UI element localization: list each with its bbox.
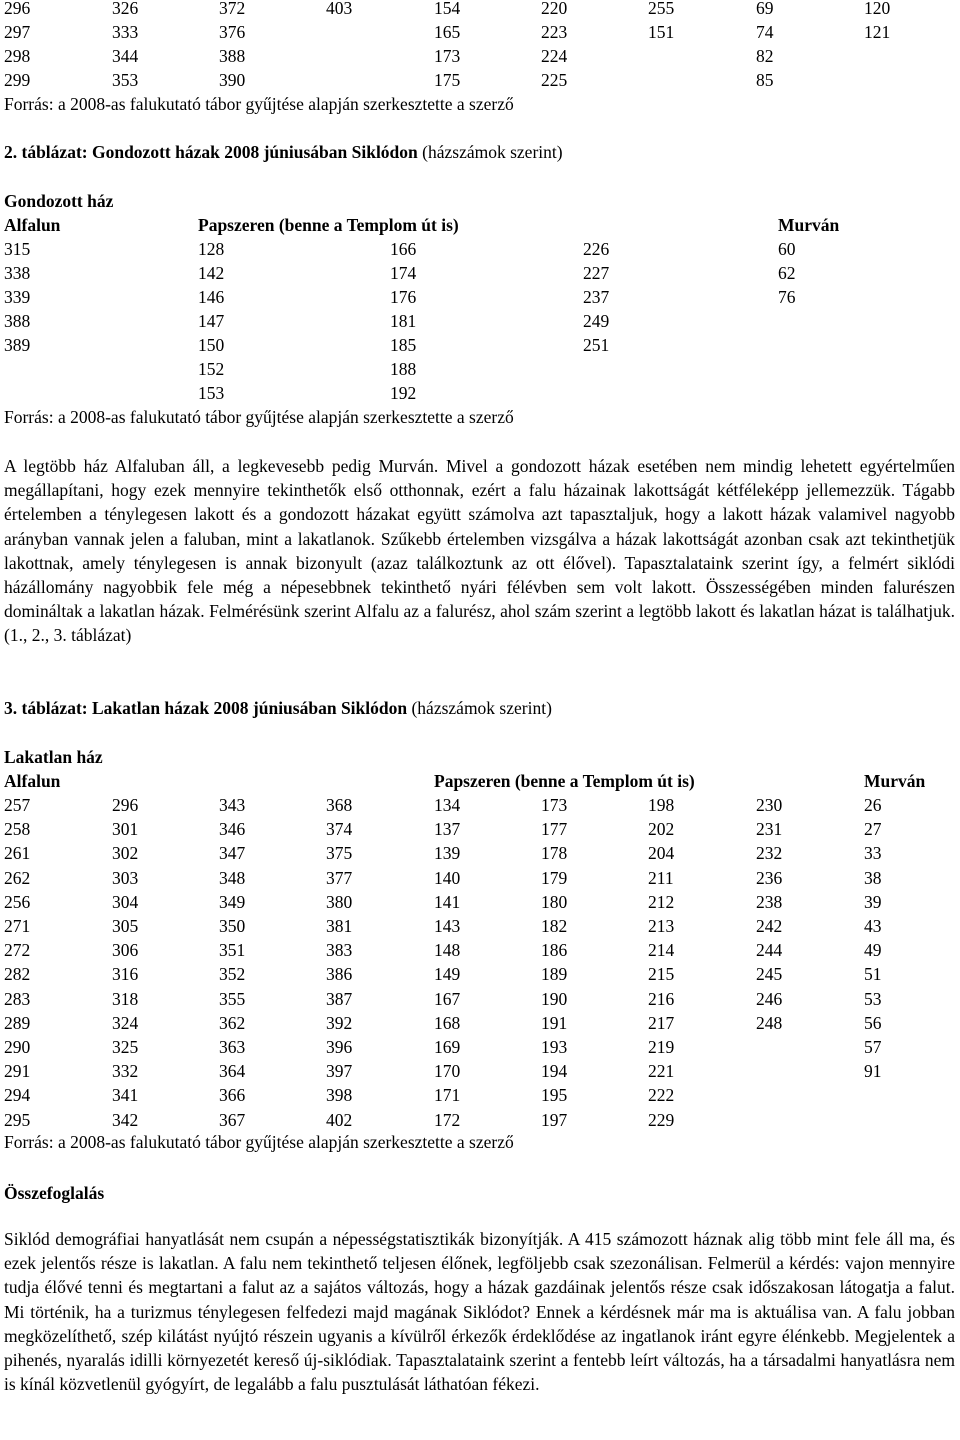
table-cell: 182 bbox=[541, 916, 568, 936]
table-cell: 372 bbox=[219, 0, 246, 18]
group-papszeren: Papszeren (benne a Templom út is) bbox=[434, 771, 695, 791]
table-cell: 223 bbox=[541, 22, 568, 42]
table-row bbox=[0, 1060, 960, 1082]
table-cell: 305 bbox=[112, 916, 139, 936]
table-cell: 128 bbox=[198, 239, 225, 259]
table-row bbox=[0, 1036, 960, 1058]
table-cell: 74 bbox=[756, 22, 774, 42]
table-cell: 255 bbox=[648, 0, 675, 18]
table-cell: 214 bbox=[648, 940, 675, 961]
table-cell: 169 bbox=[434, 1037, 461, 1057]
table-cell: 190 bbox=[541, 988, 568, 1009]
table-cell: 229 bbox=[648, 1109, 675, 1130]
table-cell: 181 bbox=[390, 311, 417, 331]
table-cell: 352 bbox=[219, 964, 246, 985]
table-cell: 377 bbox=[326, 867, 353, 888]
table-cell: 302 bbox=[112, 843, 139, 864]
table-row bbox=[0, 334, 960, 356]
table-cell: 341 bbox=[112, 1085, 139, 1106]
table-cell: 344 bbox=[112, 46, 139, 66]
table-cell: 180 bbox=[541, 891, 568, 912]
table-cell: 246 bbox=[756, 988, 783, 1009]
table-row bbox=[0, 262, 960, 284]
table-cell: 151 bbox=[648, 22, 675, 42]
table-cell: 137 bbox=[434, 819, 461, 840]
group-alfalu: Alfalun bbox=[4, 215, 61, 235]
table-cell: 173 bbox=[541, 795, 568, 815]
table-cell: 389 bbox=[4, 335, 31, 355]
table-cell: 402 bbox=[326, 1109, 353, 1130]
table-cell: 198 bbox=[648, 795, 675, 815]
table-cell: 222 bbox=[648, 1085, 675, 1106]
table-cell: 195 bbox=[541, 1085, 568, 1106]
table-cell: 236 bbox=[756, 867, 783, 888]
table-heading: Lakatlan ház bbox=[4, 747, 103, 767]
table-cell: 170 bbox=[434, 1061, 461, 1082]
table-cell: 185 bbox=[390, 335, 417, 355]
group-alfalu: Alfalun bbox=[4, 771, 61, 791]
table-cell: 176 bbox=[390, 287, 417, 307]
table-cell: 219 bbox=[648, 1037, 675, 1057]
table-cell: 348 bbox=[219, 867, 246, 888]
table-cell: 364 bbox=[219, 1061, 246, 1082]
table-cell: 224 bbox=[541, 46, 568, 66]
table-row bbox=[0, 1109, 960, 1131]
table-cell: 165 bbox=[434, 22, 461, 42]
table-group-header bbox=[0, 214, 960, 236]
table-cell: 53 bbox=[864, 988, 882, 1009]
table-cell: 238 bbox=[756, 891, 783, 912]
table-cell: 232 bbox=[756, 843, 783, 864]
table-cell: 396 bbox=[326, 1037, 353, 1057]
table-cell: 121 bbox=[864, 22, 891, 42]
table-cell: 69 bbox=[756, 0, 774, 18]
table-cell: 283 bbox=[4, 988, 31, 1009]
table-cell: 174 bbox=[390, 263, 417, 283]
table-cell: 140 bbox=[434, 867, 461, 888]
table-cell: 141 bbox=[434, 891, 461, 912]
table-cell: 376 bbox=[219, 22, 246, 42]
table-cell: 326 bbox=[112, 0, 139, 18]
table-cell: 49 bbox=[864, 940, 882, 961]
table-cell: 179 bbox=[541, 867, 568, 888]
table-cell: 43 bbox=[864, 916, 882, 936]
table-cell: 301 bbox=[112, 819, 139, 840]
table-cell: 152 bbox=[198, 359, 225, 379]
table-cell: 192 bbox=[390, 383, 417, 403]
table-cell: 189 bbox=[541, 964, 568, 985]
table-cell: 299 bbox=[4, 70, 31, 90]
table-row bbox=[0, 1012, 960, 1034]
table-cell: 188 bbox=[390, 359, 417, 379]
table-cell: 221 bbox=[648, 1061, 675, 1082]
table-cell: 56 bbox=[864, 1012, 882, 1033]
table-cell: 142 bbox=[198, 263, 225, 283]
table-cell: 346 bbox=[219, 819, 246, 840]
table-cell: 211 bbox=[648, 867, 674, 888]
table-cell: 146 bbox=[198, 287, 225, 307]
table-cell: 296 bbox=[4, 0, 31, 18]
body-paragraph bbox=[4, 454, 955, 648]
table-cell: 303 bbox=[112, 867, 139, 888]
table-cell: 390 bbox=[219, 70, 246, 90]
table-cell: 392 bbox=[326, 1012, 353, 1033]
table-row bbox=[0, 238, 960, 260]
table-cell: 217 bbox=[648, 1012, 675, 1033]
table-cell: 173 bbox=[434, 46, 461, 66]
table-group-header bbox=[0, 770, 960, 792]
table-cell: 191 bbox=[541, 1012, 568, 1033]
table-cell: 244 bbox=[756, 940, 783, 961]
table-cell: 271 bbox=[4, 916, 31, 936]
table-row bbox=[0, 358, 960, 380]
table-cell: 374 bbox=[326, 819, 353, 840]
table-title-bold: 2. táblázat: Gondozott házak 2008 júniusában Siklódon bbox=[4, 142, 418, 162]
table-cell: 362 bbox=[219, 1012, 246, 1033]
table-cell: 315 bbox=[4, 239, 31, 259]
table-cell: 147 bbox=[198, 311, 225, 331]
table-cell: 249 bbox=[583, 311, 610, 331]
table-cell: 363 bbox=[219, 1037, 246, 1057]
table-cell: 230 bbox=[756, 795, 783, 815]
table-cell: 248 bbox=[756, 1012, 783, 1033]
group-murvan: Murván bbox=[778, 215, 840, 235]
table-row bbox=[0, 45, 960, 67]
table-cell: 154 bbox=[434, 0, 461, 18]
table-cell: 215 bbox=[648, 964, 675, 985]
table-cell: 213 bbox=[648, 916, 675, 936]
table-cell: 82 bbox=[756, 46, 774, 66]
table-cell: 294 bbox=[4, 1085, 31, 1106]
table-cell: 351 bbox=[219, 940, 246, 961]
table-cell: 237 bbox=[583, 287, 610, 307]
table-cell: 355 bbox=[219, 988, 246, 1009]
table-cell: 177 bbox=[541, 819, 568, 840]
table-cell: 134 bbox=[434, 795, 461, 815]
table-title-bold: 3. táblázat: Lakatlan házak 2008 júniusában Siklódon bbox=[4, 698, 408, 718]
table-cell: 193 bbox=[541, 1037, 568, 1057]
table-cell: 171 bbox=[434, 1085, 461, 1106]
table-cell: 296 bbox=[112, 795, 139, 815]
table-cell: 242 bbox=[756, 916, 783, 936]
table-title bbox=[4, 697, 552, 719]
table-cell: 220 bbox=[541, 0, 568, 18]
table-cell: 297 bbox=[4, 22, 31, 42]
table-cell: 226 bbox=[583, 239, 610, 259]
table-row bbox=[0, 939, 960, 961]
table-source: Forrás: a 2008-as falukutató tábor gyűjtése alapján szerkesztette a szerző bbox=[4, 94, 514, 114]
table-cell: 33 bbox=[864, 843, 882, 864]
table-cell: 251 bbox=[583, 335, 610, 355]
table-cell: 39 bbox=[864, 891, 882, 912]
table-cell: 149 bbox=[434, 964, 461, 985]
table-cell: 150 bbox=[198, 335, 225, 355]
table-cell: 178 bbox=[541, 843, 568, 864]
table-cell: 194 bbox=[541, 1061, 568, 1082]
table-row bbox=[0, 794, 960, 816]
table-row bbox=[0, 818, 960, 840]
table-cell: 262 bbox=[4, 867, 31, 888]
table-cell: 353 bbox=[112, 70, 139, 90]
table-cell: 261 bbox=[4, 843, 31, 864]
table-row bbox=[0, 842, 960, 864]
table-row bbox=[0, 0, 960, 19]
table-cell: 338 bbox=[4, 263, 31, 283]
table-cell: 26 bbox=[864, 795, 882, 815]
table-source: Forrás: a 2008-as falukutató tábor gyűjtése alapján szerkesztette a szerző bbox=[4, 407, 514, 427]
table-cell: 60 bbox=[778, 239, 796, 259]
table-cell: 172 bbox=[434, 1109, 461, 1130]
table-cell: 304 bbox=[112, 891, 139, 912]
table-row bbox=[0, 382, 960, 404]
table-cell: 166 bbox=[390, 239, 417, 259]
table-cell: 381 bbox=[326, 916, 353, 936]
table-cell: 290 bbox=[4, 1037, 31, 1057]
table-cell: 51 bbox=[864, 964, 882, 985]
table-row bbox=[0, 867, 960, 889]
table-cell: 316 bbox=[112, 964, 139, 985]
table-cell: 186 bbox=[541, 940, 568, 961]
table-cell: 333 bbox=[112, 22, 139, 42]
table-cell: 342 bbox=[112, 1109, 139, 1130]
table-title-rest: (házszámok szerint) bbox=[411, 698, 552, 718]
table-cell: 387 bbox=[326, 988, 353, 1009]
table-row bbox=[0, 963, 960, 985]
table-cell: 148 bbox=[434, 940, 461, 961]
table-cell: 291 bbox=[4, 1061, 31, 1082]
table-row bbox=[0, 988, 960, 1010]
table-cell: 168 bbox=[434, 1012, 461, 1033]
table-cell: 282 bbox=[4, 964, 31, 985]
table-title-rest: (házszámok szerint) bbox=[422, 142, 563, 162]
table-cell: 339 bbox=[4, 287, 31, 307]
group-papszeren: Papszeren (benne a Templom út is) bbox=[198, 215, 459, 235]
table-cell: 386 bbox=[326, 964, 353, 985]
table-cell: 349 bbox=[219, 891, 246, 912]
table-cell: 143 bbox=[434, 916, 461, 936]
table-cell: 368 bbox=[326, 795, 353, 815]
table-cell: 257 bbox=[4, 795, 31, 815]
table-cell: 380 bbox=[326, 891, 353, 912]
table-cell: 227 bbox=[583, 263, 610, 283]
table-cell: 62 bbox=[778, 263, 796, 283]
table-cell: 120 bbox=[864, 0, 891, 18]
table-cell: 350 bbox=[219, 916, 246, 936]
table-cell: 216 bbox=[648, 988, 675, 1009]
table-row bbox=[0, 891, 960, 913]
table-cell: 153 bbox=[198, 383, 225, 403]
table-cell: 38 bbox=[864, 867, 882, 888]
table-cell: 306 bbox=[112, 940, 139, 961]
table-row bbox=[0, 310, 960, 332]
table-cell: 212 bbox=[648, 891, 675, 912]
table-cell: 197 bbox=[541, 1109, 568, 1130]
table-cell: 403 bbox=[326, 0, 353, 18]
summary-paragraph bbox=[4, 1227, 955, 1396]
table-cell: 388 bbox=[219, 46, 246, 66]
table-cell: 383 bbox=[326, 940, 353, 961]
table-cell: 318 bbox=[112, 988, 139, 1009]
table-row bbox=[0, 21, 960, 43]
table-cell: 225 bbox=[541, 70, 568, 90]
table-cell: 397 bbox=[326, 1061, 353, 1082]
table-cell: 91 bbox=[864, 1061, 882, 1082]
paragraph-text: Siklód demográfiai hanyatlását nem csupán a népességstatisztikák bizonyítják. A 415 számozott háznak alig több mint fele áll ma, és ezek jelentős része is lakatlan. A falu nem tekinthető teljesen élőnek, legföljebb csak szezonálisan. Felmerül a kérdés: vajon mennyire tudja élővé tenni és megtartani a falut az a sajátos változás, hogy a házak gazdáinak jelentős része csak időszakosan látogatja a falut. Mi történik, ha a turizmus ténylegesen felfedezi majd magának Siklódot? Ennek a kérdésnek már ma is aktuálisa van. A falu jobban megközelíthető, szép kilátást nyújtó részein ugyanis a kívülről érkezők érdeklődése az ingatlanok iránt egyre élénkebb. Megjelentek a pihenés, nyaralás idilli környezetét kereső új-siklódiak. Tapasztalataink szerint a fentebb leírt változás, ha a társadalmi hanyatlásra nem is kínál közvetlenül gyógyírt, de legalább a falu pusztulását láthatóan fékezi. bbox=[4, 1229, 955, 1395]
table-cell: 231 bbox=[756, 819, 783, 840]
table-cell: 258 bbox=[4, 819, 31, 840]
table-cell: 204 bbox=[648, 843, 675, 864]
table-title bbox=[4, 141, 563, 163]
table-cell: 366 bbox=[219, 1085, 246, 1106]
table-cell: 388 bbox=[4, 311, 31, 331]
table-cell: 325 bbox=[112, 1037, 139, 1057]
table-cell: 375 bbox=[326, 843, 353, 864]
table-cell: 57 bbox=[864, 1037, 882, 1057]
section-heading: Összefoglalás bbox=[4, 1183, 105, 1203]
table-cell: 167 bbox=[434, 988, 461, 1009]
table-cell: 295 bbox=[4, 1109, 31, 1130]
table-row bbox=[0, 915, 960, 937]
table-cell: 289 bbox=[4, 1012, 31, 1033]
table-cell: 76 bbox=[778, 287, 796, 307]
table-cell: 343 bbox=[219, 795, 246, 815]
table-cell: 324 bbox=[112, 1012, 139, 1033]
table-cell: 27 bbox=[864, 819, 882, 840]
table-cell: 245 bbox=[756, 964, 783, 985]
paragraph-text: A legtöbb ház Alfaluban áll, a legkevesebb pedig Murván. Mivel a gondozott házak esetében nem mindig lehetett egyértelműen megállapítani, hogy ezek mennyire tekinthetők első otthonnak, ezért a falu házainak lakottságát kétféleképp jellemezzük. Tágabb értelemben a ténylegesen lakott és a gondozott házakat együtt számolva azt tapasztaljuk, hogy a lakott házak valamivel nagyobb arányban vannak jelen a faluban, mint a lakatlanok. Szűkebb értelemben vizsgálva a házak lakottságát azonban csak azt tekinthetjük lakottnak, amely ténylegesen is annak bizonyult (azaz találkoztunk az ott élővel). Tapasztalataink szerint így, a felmért siklódi házállomány nagyobbik fele még a népesebbnek tekinthető nyári félévben sem volt lakott. Összességében minden falurészen domináltak a lakatlan házak. Felmérésünk szerint Alfalu az a falurész, ahol szám szerint a legtöbb lakott és lakatlan házat is találhatjuk. (1., 2., 3. táblázat) bbox=[4, 456, 955, 646]
table-cell: 139 bbox=[434, 843, 461, 864]
table-cell: 202 bbox=[648, 819, 675, 840]
table-cell: 332 bbox=[112, 1061, 139, 1082]
table-cell: 175 bbox=[434, 70, 461, 90]
table-cell: 367 bbox=[219, 1109, 246, 1130]
table-row bbox=[0, 286, 960, 308]
table-row bbox=[0, 1084, 960, 1106]
table-cell: 298 bbox=[4, 46, 31, 66]
table-cell: 85 bbox=[756, 70, 774, 90]
group-murvan: Murván bbox=[864, 771, 926, 791]
table-cell: 272 bbox=[4, 940, 31, 961]
table-cell: 347 bbox=[219, 843, 246, 864]
table-cell: 398 bbox=[326, 1085, 353, 1106]
table-heading: Gondozott ház bbox=[4, 191, 114, 211]
table-cell: 256 bbox=[4, 891, 31, 912]
table-source: Forrás: a 2008-as falukutató tábor gyűjtése alapján szerkesztette a szerző bbox=[4, 1132, 514, 1152]
table-row bbox=[0, 69, 960, 91]
